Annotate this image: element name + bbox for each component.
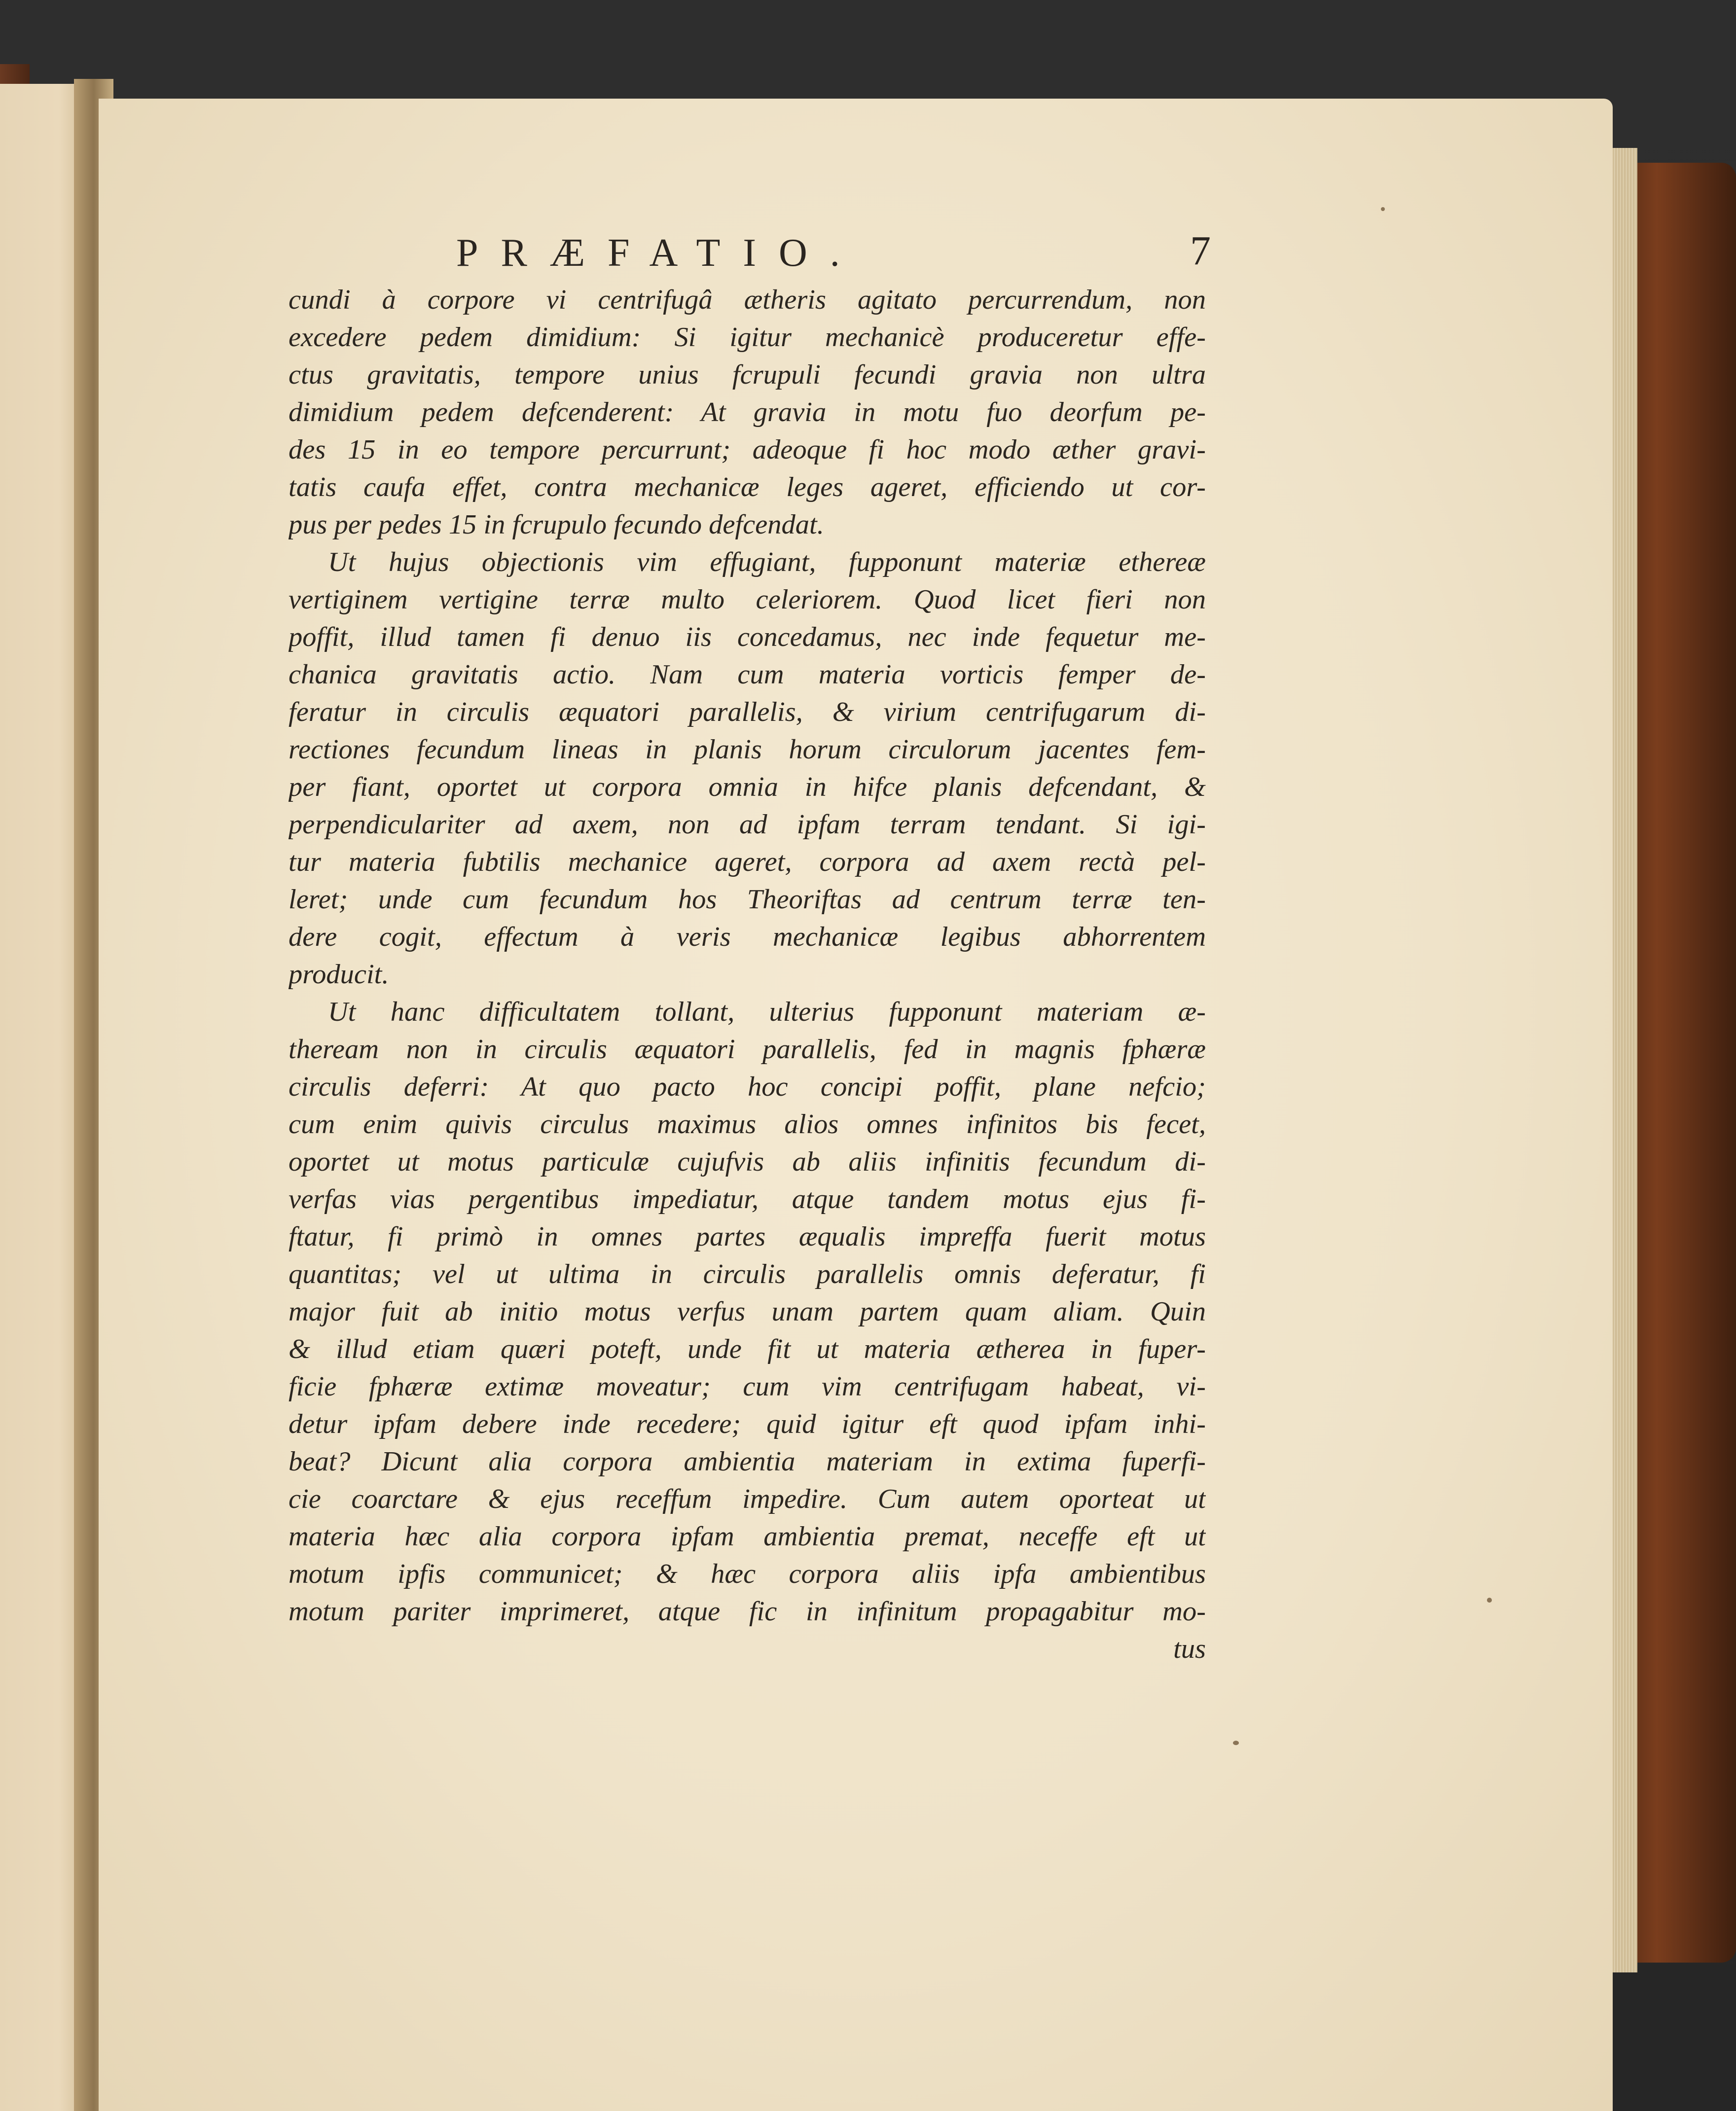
text-line: chanica gravitatis actio. Nam cum materia vorticis femper de-: [289, 659, 1206, 690]
text-line: des 15 in eo tempore percurrunt; adeoque fi hoc modo æther gravi-: [289, 434, 1206, 465]
text-line: theream non in circulis æquatori parallelis, fed in magnis fphæræ: [289, 1034, 1206, 1065]
text-line: leret; unde cum fecundum hos Theoriftas ad centrum terræ ten-: [289, 884, 1206, 915]
text-line: dimidium pedem defcenderent: At gravia in motu fuo deorfum pe-: [289, 397, 1206, 428]
text-line: major fuit ab initio motus verfus unam partem quam aliam. Quin: [289, 1296, 1206, 1327]
running-head: [289, 227, 1211, 281]
text-line: motum ipfis communicet; & hæc corpora aliis ipfa ambientibus: [289, 1559, 1206, 1589]
paper-spot: [1381, 207, 1385, 211]
text-line: vertiginem vertigine terræ multo celeriorem. Quod licet fieri non: [289, 584, 1206, 615]
text-line: cie coarctare & ejus receffum impedire. Cum autem oporteat ut: [289, 1484, 1206, 1514]
text-line: poffit, illud tamen fi denuo iis concedamus, nec inde fequetur me-: [289, 622, 1206, 652]
text-line: tatis caufa effet, contra mechanicæ leges ageret, efficiendo ut cor-: [289, 472, 1206, 502]
text-line: motum pariter imprimeret, atque fic in infinitum propagabitur mo-: [289, 1596, 1206, 1627]
catchword: tus: [1173, 1634, 1206, 1664]
text-line: ctus gravitatis, tempore unius fcrupuli fecundi gravia non ultra: [289, 359, 1206, 390]
text-line: producit.: [289, 959, 389, 990]
text-line: ftatur, fi primò in omnes partes æqualis impreffa fuerit motus: [289, 1221, 1206, 1252]
text-line: excedere pedem dimidium: Si igitur mechanicè produceretur effe-: [289, 322, 1206, 353]
text-line: & illud etiam quæri poteft, unde fit ut materia ætherea in fuper-: [289, 1334, 1206, 1364]
paper-spot: [1487, 1598, 1492, 1603]
text-line: oportet ut motus particulæ cujufvis ab aliis infinitis fecundum di-: [289, 1146, 1206, 1177]
text-line: cundi à corpore vi centrifugâ ætheris agitato percurrendum, non: [289, 285, 1206, 315]
paper-spot: [1233, 1741, 1239, 1745]
page-text-block: [289, 227, 1211, 1668]
text-line: ficie fphæræ extimæ moveatur; cum vim centrifugam habeat, vi-: [289, 1371, 1206, 1402]
text-line: tur materia fubtilis mechanice ageret, corpora ad axem rectà pel-: [289, 847, 1206, 877]
text-line: materia hæc alia corpora ipfam ambientia premat, neceffe eft ut: [289, 1521, 1206, 1552]
text-line: Ut hanc difficultatem tollant, ulterius fupponunt materiam æ-: [328, 997, 1206, 1027]
text-line: perpendiculariter ad axem, non ad ipfam terram tendant. Si igi-: [289, 809, 1206, 840]
text-line: Ut hujus objectionis vim effugiant, fupponunt materiæ ethereæ: [328, 547, 1206, 577]
text-line: per fiant, oportet ut corpora omnia in hifce planis defcendant, &: [289, 772, 1206, 802]
text-line: cum enim quivis circulus maximus alios omnes infinitos bis fecet,: [289, 1109, 1206, 1140]
text-line: detur ipfam debere inde recedere; quid igitur eft quod ipfam inhi-: [289, 1409, 1206, 1439]
text-line: feratur in circulis æquatori parallelis, & virium centrifugarum di-: [289, 697, 1206, 727]
text-line: rectiones fecundum lineas in planis horum circulorum jacentes fem-: [289, 734, 1206, 765]
text-line: pus per pedes 15 in fcrupulo fecundo defcendat.: [289, 509, 824, 540]
page-number: 7: [1190, 228, 1211, 274]
text-line: dere cogit, effectum à veris mechanicæ legibus abhorrentem: [289, 922, 1206, 952]
text-line: quantitas; vel ut ultima in circulis parallelis omnis deferatur, fi: [289, 1259, 1206, 1289]
right-cover-edge: [1623, 163, 1736, 1963]
text-line: beat? Dicunt alia corpora ambientia materiam in extima fuperfi-: [289, 1446, 1206, 1477]
text-line: verfas vias pergentibus impediatur, atque tandem motus ejus fi-: [289, 1184, 1206, 1215]
running-head-title: PRÆFATIO.: [456, 231, 863, 275]
text-line: circulis deferri: At quo pacto hoc concipi poffit, plane nefcio;: [289, 1072, 1206, 1102]
